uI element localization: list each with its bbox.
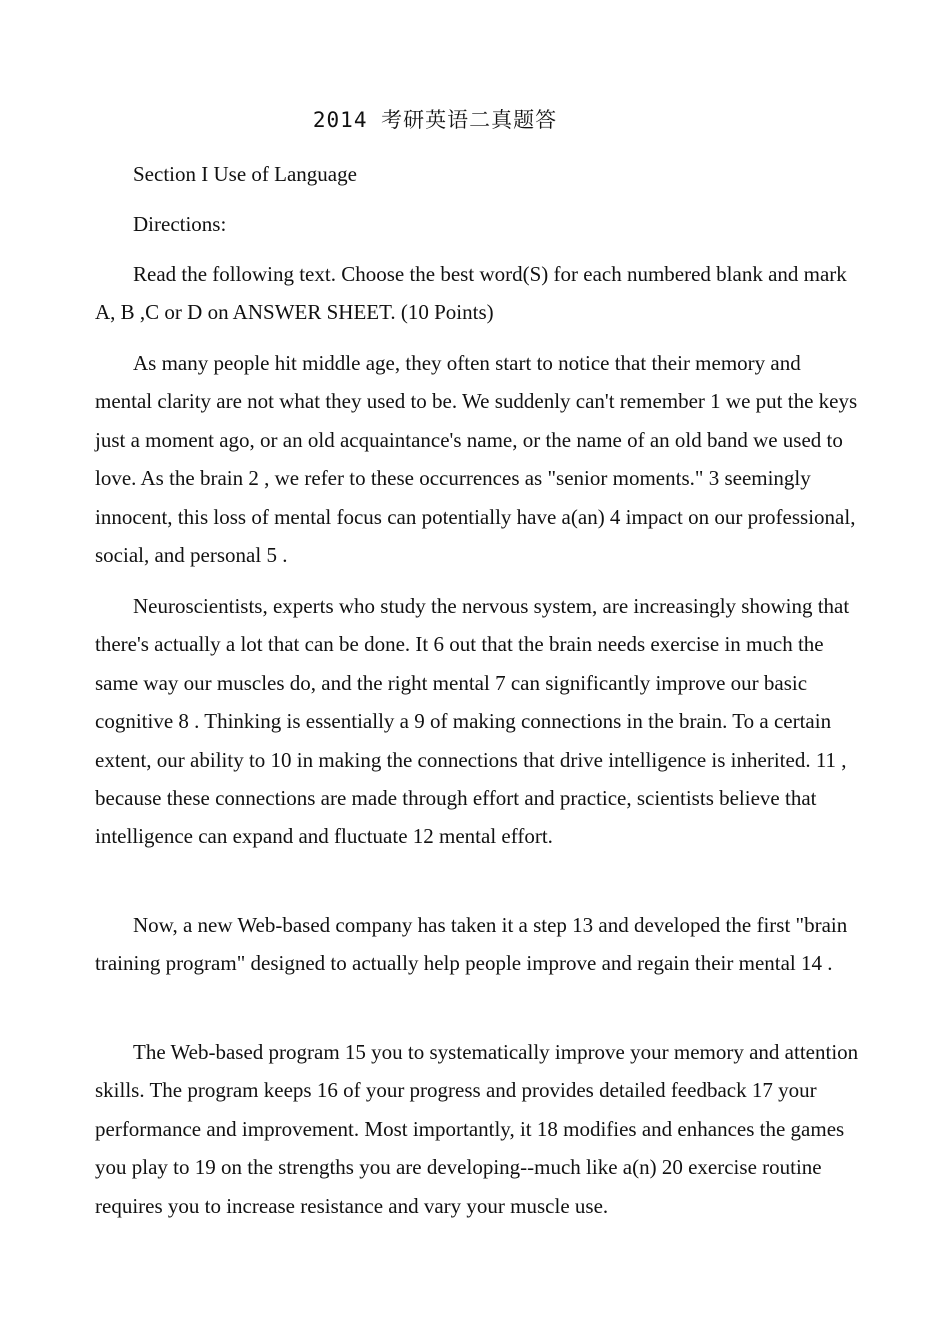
passage-paragraph-1: As many people hit middle age, they often start to notice that their memory and mental clarity are not what they used to be. We suddenly can't remember 1 we put the keys just a moment ago, or an old acquaintance's name, or the name of an old band we used to love. As the brain 2 , we refer to these occurrences as "senior moments." 3 seemingly innocent, this loss of mental focus can potentially have a(an) 4 impact on our professional, social, and personal 5 .: [95, 351, 858, 568]
directions-paragraph: Read the following text. Choose the best word(S) for each numbered blank and mark A, B ,C or D on ANSWER SHEET. (10 Points): [95, 262, 847, 325]
passage-paragraph-2: Neuroscientists, experts who study the nervous system, are increasingly showing that there's actually a lot that can be done. It 6 out that the brain needs exercise in much the same way our muscles do, and the right mental 7 can significantly improve our basic cognitive 8 . Thinking is essentially a 9 of making connections in the brain. To a certain extent, our ability to 10 in making the connections that drive intelligence is inherited. 11 , because these connections are made through effort and practice, scientists believe that intelligence can expand and fluctuate 12 mental effort.: [95, 594, 850, 849]
passage-paragraph-3: Now, a new Web-based company has taken it a step 13 and developed the first "brain training program" designed to actually help people improve and regain their mental 14 .: [95, 913, 848, 976]
section-heading: Section I Use of Language: [133, 162, 357, 186]
directions-label: Directions:: [133, 212, 227, 236]
passage-paragraph-4: The Web-based program 15 you to systematically improve your memory and attention skills. The program keeps 16 of your progress and provides detailed feedback 17 your performance and improvement. Most importantly, it 18 modifies and enhances the games you play to 19 on the strengths you are developing--much like a(n) 20 exercise routine requires you to increase resistance and vary your muscle use.: [95, 1040, 859, 1218]
document-title: 2014 考研英语二真题答: [312, 108, 558, 132]
